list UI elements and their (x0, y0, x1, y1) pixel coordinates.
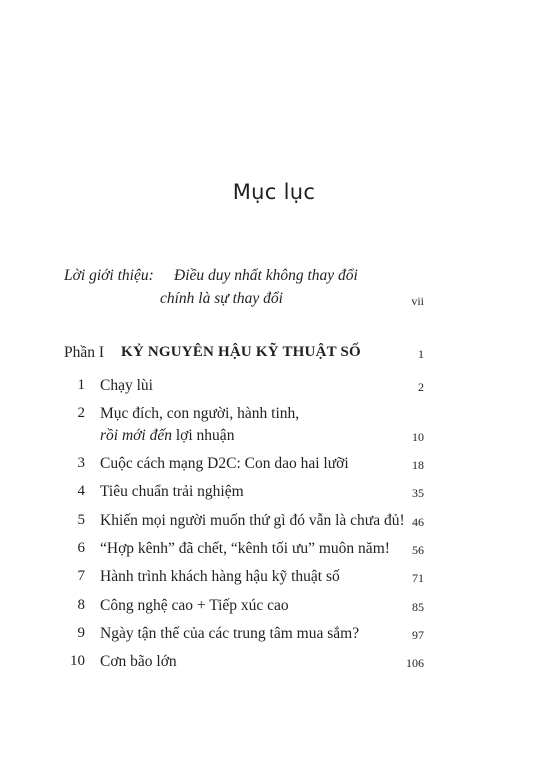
chapter-page-number: 85 (412, 600, 424, 614)
chapter-number: 3 (77, 455, 85, 471)
chapter-page-number: 71 (412, 571, 424, 585)
chapter-number: 4 (77, 483, 85, 499)
chapter-number: 2 (77, 405, 85, 421)
chapter-title-rest: lợi nhuận (172, 427, 235, 444)
chapter-page-number: 35 (412, 486, 424, 500)
chapter-title: Tiêu chuẩn trải nghiệm (100, 483, 244, 500)
intro-title-line2: chính là sự thay đổi (160, 290, 283, 307)
chapter-title-line2 (100, 427, 234, 445)
chapter-page-number: 10 (412, 430, 424, 444)
part-page-number: 1 (418, 347, 424, 361)
chapter-title: Cơn bão lớn (100, 653, 177, 670)
chapter-page-number: 97 (412, 628, 424, 642)
page-title: Mục lục (232, 180, 316, 204)
part-label: Phần I (64, 344, 105, 361)
intro-title-line1: Điều duy nhất không thay đổi (174, 267, 358, 284)
chapter-number: 9 (77, 625, 85, 641)
chapter-number: 8 (77, 597, 85, 613)
chapter-number: 5 (77, 512, 85, 528)
chapter-page-number: 106 (406, 656, 424, 670)
chapter-number: 10 (70, 653, 85, 669)
chapter-title: Khiến mọi người muốn thứ gì đó vẫn là chưa đủ! (100, 512, 405, 529)
chapter-title: Mục đích, con người, hành tinh, (100, 405, 300, 422)
chapter-title: Cuộc cách mạng D2C: Con dao hai lưỡi (100, 455, 349, 472)
chapter-page-number: 2 (418, 380, 424, 394)
chapter-title: Công nghệ cao + Tiếp xúc cao (100, 597, 289, 614)
chapter-title: “Hợp kênh” đã chết, “kênh tối ưu” muôn năm! (100, 540, 390, 557)
chapter-number: 7 (77, 568, 85, 584)
chapter-title-italic-part: rồi mới đến (100, 427, 172, 444)
chapter-title: Ngày tận thế của các trung tâm mua sắm? (100, 625, 360, 642)
chapter-number: 6 (77, 540, 85, 556)
part-title: KỶ NGUYÊN HẬU KỸ THUẬT SỐ (121, 344, 361, 360)
chapter-page-number: 18 (412, 458, 424, 472)
intro-label: Lời giới thiệu: (64, 267, 154, 284)
intro-page-number: vii (411, 294, 424, 308)
chapter-title: Hành trình khách hàng hậu kỹ thuật số (100, 568, 340, 585)
chapter-page-number: 46 (412, 515, 424, 529)
chapter-number: 1 (77, 377, 85, 393)
chapter-page-number: 56 (412, 543, 424, 557)
chapter-title: Chạy lùi (100, 377, 153, 394)
